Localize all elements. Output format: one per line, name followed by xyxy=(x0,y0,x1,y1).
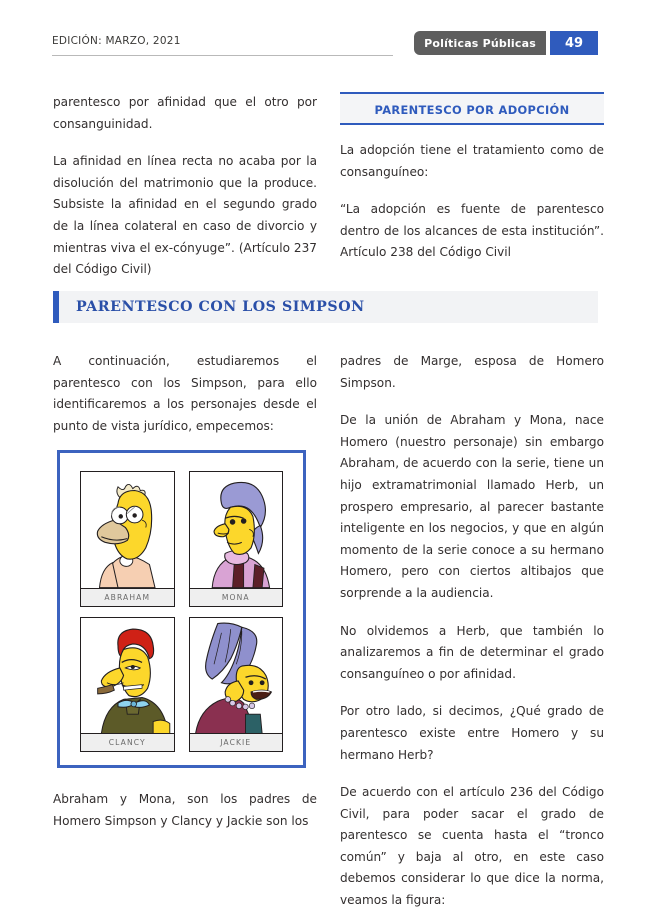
paragraph: Por otro lado, si decimos, ¿Qué grado de parentesco existe entre Homero y su hermano Herb? xyxy=(340,704,604,762)
paragraph: parentesco por afinidad que el otro por consanguinidad. xyxy=(53,95,317,131)
paragraph: No olvidemos a Herb, que también lo analizaremos a fin de determinar el grado consanguíneo o por afinidad. xyxy=(340,623,604,681)
paragraph: La afinidad en línea recta no acaba por la disolución del matrimonio que la produce. Subsiste la afinidad en el segundo grado de la línea colateral en caso de divorcio y mientras viva el ex-cónyuge”. (Artículo 237 del Código Civil) xyxy=(53,154,317,277)
jackie-portrait-icon xyxy=(190,618,283,734)
left-column-caption xyxy=(53,789,317,832)
section-heading-text: PARENTESCO CON LOS SIMPSON xyxy=(76,299,365,315)
mona-portrait-icon xyxy=(190,472,283,588)
right-column-upper xyxy=(340,92,604,264)
card-label: CLANCY xyxy=(81,733,174,751)
left-column-intro xyxy=(53,351,317,437)
card-label: ABRAHAM xyxy=(81,588,174,606)
accent-bar xyxy=(53,291,59,323)
paragraph: De la unión de Abraham y Mona, nace Homero (nuestro personaje) sin embargo Abraham, de acuerdo con la serie, tiene un hijo extramatrimonial llamado Herb, un prospero empresario, al parecer bastante inteligente en los negocios, y que en algún momento de la serie conoce a su hermano Homero, pero con ciertos altibajos que sorprende a la audiencia. xyxy=(340,413,604,600)
paragraph: Abraham y Mona, son los padres de Homero Simpson y Clancy y Jackie son los xyxy=(53,792,317,828)
abraham-portrait-icon xyxy=(81,472,174,588)
edition-label: EDICIÓN: MARZO, 2021 xyxy=(52,35,181,47)
paragraph: La adopción tiene el tratamiento como de consanguíneo: xyxy=(340,143,604,179)
running-header xyxy=(52,34,598,60)
paragraph: De acuerdo con el artículo 236 del Código Civil, para poder sacar el grado de parentesco se cuenta hasta el “tronco común” y baja al otro, en este caso debemos considerar lo que dice la norma, veamos la figura: xyxy=(340,785,604,908)
paragraph: A continuación, estudiaremos el parentesco con los Simpson, para ello identificaremos a los personajes desde el punto de vista jurídico, empecemos: xyxy=(53,354,317,433)
boxed-heading xyxy=(340,92,604,125)
character-card-clancy xyxy=(80,617,175,753)
character-card-abraham xyxy=(80,471,175,607)
clancy-portrait-icon xyxy=(81,618,174,734)
character-card-jackie xyxy=(189,617,284,753)
right-column-lower xyxy=(340,351,604,912)
simpsons-figure xyxy=(57,450,306,768)
header-rule xyxy=(52,55,393,56)
paragraph: padres de Marge, esposa de Homero Simpson. xyxy=(340,354,604,390)
boxed-heading-text: PARENTESCO POR ADOPCIÓN xyxy=(374,103,570,117)
paragraph: “La adopción es fuente de parentesco dentro de los alcances de esta institución”. Artículo 238 del Código Civil xyxy=(340,202,604,260)
left-column-upper xyxy=(53,92,317,281)
card-label: MONA xyxy=(190,588,283,606)
character-card-mona xyxy=(189,471,284,607)
page-number: 49 xyxy=(550,31,598,55)
section-badge: Políticas Públicas xyxy=(414,31,546,55)
card-label: JACKIE xyxy=(190,733,283,751)
section-heading-banner xyxy=(53,291,598,323)
character-grid xyxy=(60,453,303,765)
